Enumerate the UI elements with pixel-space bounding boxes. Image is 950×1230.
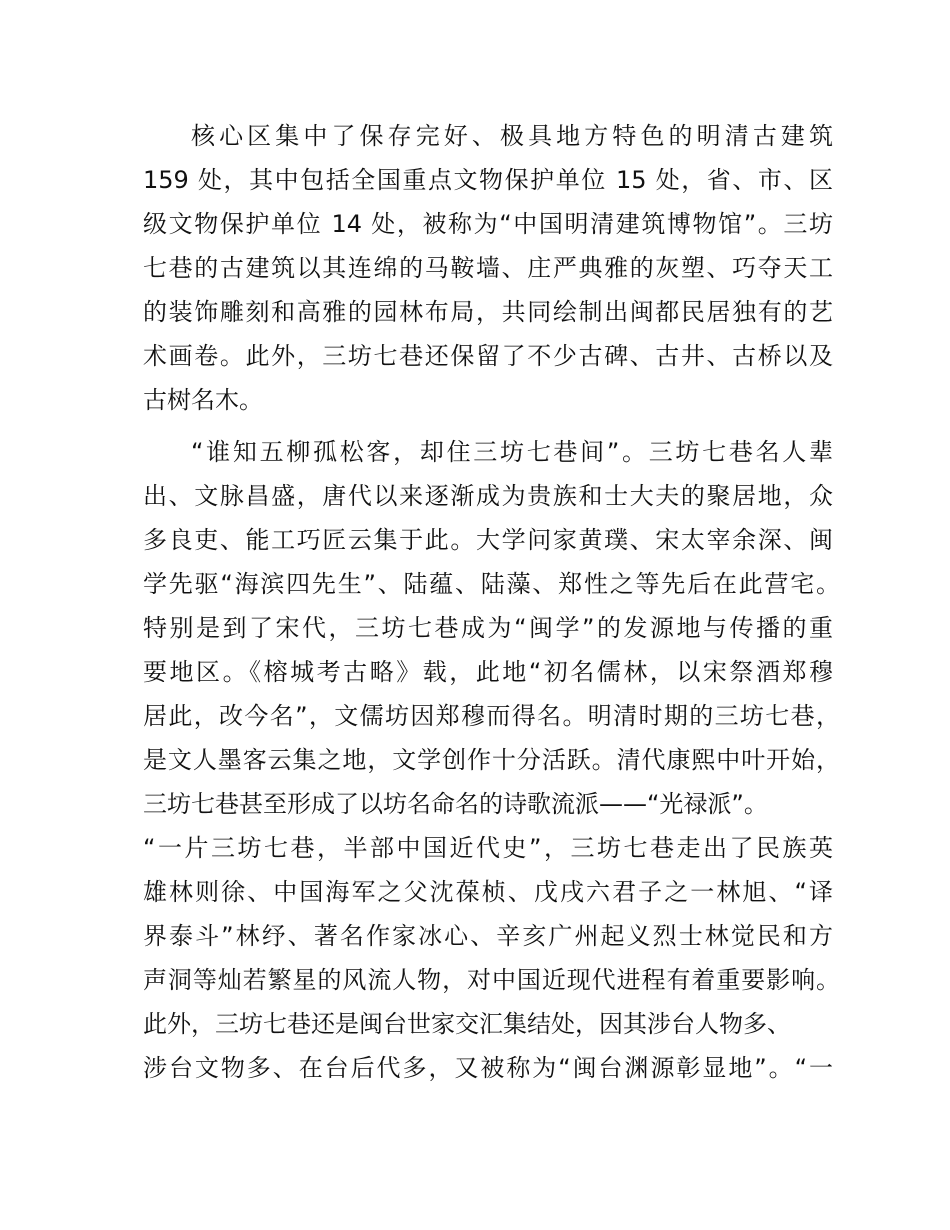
text-line: 界泰斗”林纾、著名作家冰心、辛亥广州起义烈士林觉民和方 [143, 922, 833, 950]
text-line: 此外，三坊七巷还是闽台世家交汇集结处，因其涉台人物多、 [143, 1010, 791, 1038]
text-line: 三坊七巷甚至形成了以坊名命名的诗歌流派——“光禄派”。 [143, 790, 768, 818]
document-page [143, 114, 840, 1098]
text-line: 要地区。《榕城考古略》载，此地“初名儒林，以宋祭酒郑穆 [143, 658, 833, 686]
paragraph-2 [143, 430, 840, 1090]
text-line: 声洞等灿若繁星的风流人物，对中国近现代进程有着重要影响。 [143, 966, 840, 994]
text-line: 古树名木。 [143, 386, 263, 414]
paragraph-1 [143, 114, 833, 422]
text-line: “谁知五柳孤松客，却住三坊七巷间”。三坊七巷名人辈 [191, 438, 833, 466]
text-line: 159 处，其中包括全国重点文物保护单位 15 处，省、市、区 [143, 166, 833, 194]
text-line: 雄林则徐、中国海军之父沈葆桢、戊戌六君子之一林旭、“译 [143, 878, 833, 906]
text-line: 出、文脉昌盛，唐代以来逐渐成为贵族和士大夫的聚居地，众 [143, 482, 833, 510]
text-line: 居此，改今名”，文儒坊因郑穆而得名。明清时期的三坊七巷， [143, 702, 840, 730]
text-line: 级文物保护单位 14 处，被称为“中国明清建筑博物馆”。三坊 [143, 210, 833, 238]
text-line: 是文人墨客云集之地，文学创作十分活跃。清代康熙中叶开始， [143, 746, 840, 774]
text-line: 特别是到了宋代，三坊七巷成为“闽学”的发源地与传播的重 [143, 614, 833, 642]
text-line: “一片三坊七巷，半部中国近代史”，三坊七巷走出了民族英 [143, 834, 833, 862]
text-line: 涉台文物多、在台后代多，又被称为“闽台渊源彰显地”。“一 [143, 1054, 833, 1082]
text-line: 的装饰雕刻和高雅的园林布局，共同绘制出闽都民居独有的艺 [143, 298, 833, 326]
text-line: 核心区集中了保存完好、极具地方特色的明清古建筑 [191, 122, 833, 150]
text-line: 学先驱“海滨四先生”、陆蕴、陆藻、郑性之等先后在此营宅。 [143, 570, 840, 598]
text-line: 多良吏、能工巧匠云集于此。大学问家黄璞、宋太宰余深、闽 [143, 526, 833, 554]
text-line: 术画卷。此外，三坊七巷还保留了不少古碑、古井、古桥以及 [143, 342, 833, 370]
text-line: 七巷的古建筑以其连绵的马鞍墙、庄严典雅的灰塑、巧夺天工 [143, 254, 833, 282]
